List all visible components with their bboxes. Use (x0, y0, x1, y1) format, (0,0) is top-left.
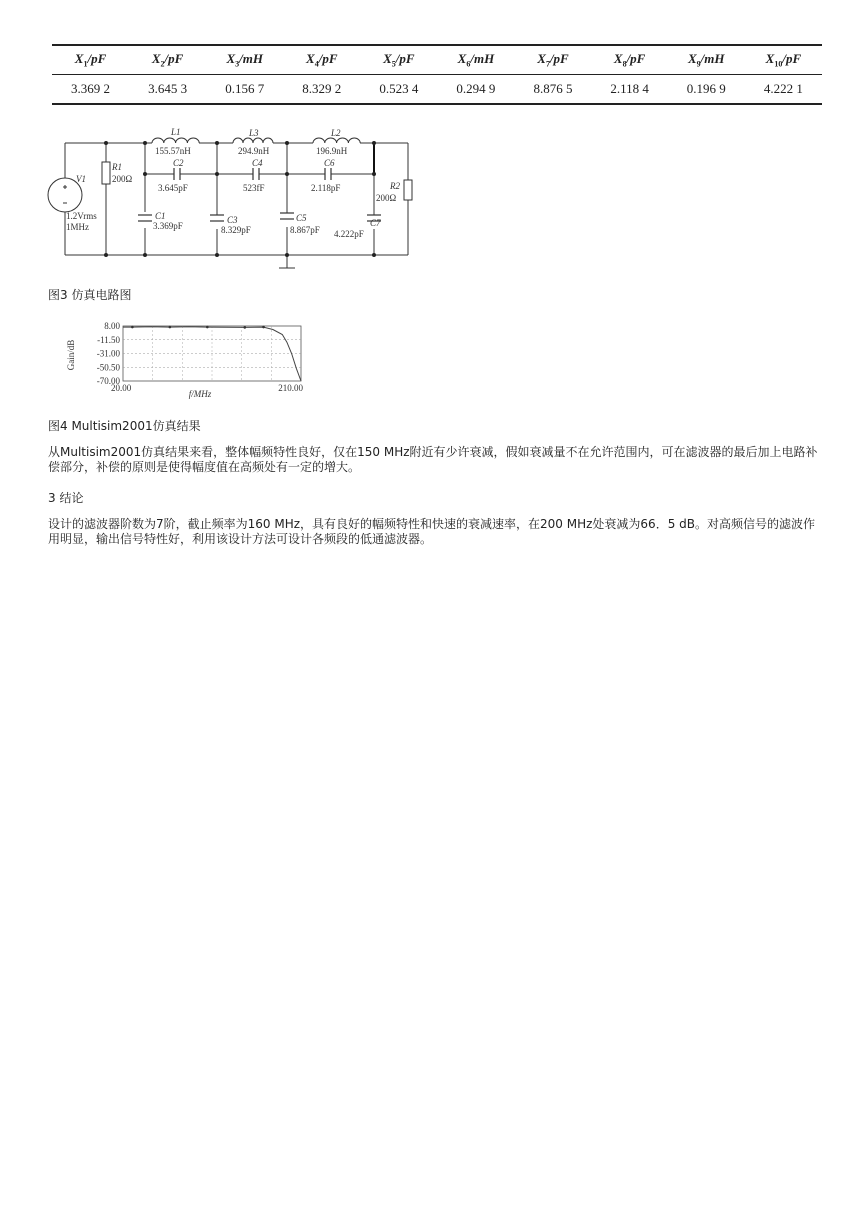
circuit-diagram (44, 122, 416, 274)
capacitor-c2-symbol (174, 168, 180, 180)
y-tick-label: -70.00 (96, 376, 120, 386)
section-heading-conclusion: 3 结论 (48, 491, 84, 505)
resistor-r2-symbol (404, 180, 412, 200)
table-cell: 3.645 3 (148, 81, 188, 96)
data-point (243, 326, 246, 329)
table-cell: 0.196 9 (686, 81, 726, 96)
table-cell: 2.118 4 (610, 81, 649, 96)
header-x5: $X_5/pF$ (383, 51, 415, 69)
label-c1: C1 (155, 211, 166, 221)
label-l2: L2 (331, 128, 341, 138)
table-cell: 8.876 5 (533, 81, 573, 96)
label-c1-value: 3.369pF (153, 221, 183, 231)
y-tick-label: -11.50 (97, 334, 120, 345)
header-x3: $X_3/mH$ (226, 51, 263, 69)
label-v1: V1 (76, 174, 86, 184)
label-c4-value: 523fF (243, 183, 265, 193)
inductor-l1-symbol (152, 138, 199, 143)
y-tick-label: 8.00 (104, 321, 120, 331)
table-cell: 3.369 2 (71, 81, 111, 96)
analysis-paragraph: 从Multisim2001仿真结果来看，整体幅频特性良好，仅在150 MHz附近有少许衰减，假如衰减量不在允许范围内，可在滤波器的最后加上电路补偿部分，补偿的原则是使得幅度值在高频处有一定的增大。 (48, 445, 818, 474)
label-l1-value: 155.57nH (155, 146, 191, 156)
data-point (169, 326, 172, 329)
label-v1-amplitude: 1.2Vrms (66, 211, 97, 221)
label-c6-value: 2.118pF (311, 183, 341, 193)
header-x9: $X_9/mH$ (687, 51, 725, 69)
capacitor-c6-symbol (325, 168, 331, 180)
figure-4-caption: 图4 Multisim2001仿真结果 (48, 419, 201, 433)
table-cell: 8.329 2 (302, 81, 342, 96)
capacitor-c4-symbol (253, 168, 259, 180)
label-c3: C3 (227, 215, 238, 225)
inductor-l3-symbol (233, 138, 273, 143)
chart-xlabel: f/MHz (188, 389, 212, 399)
header-x10: $X_{10}/pF$ (765, 51, 802, 69)
label-r1: R1 (112, 162, 122, 172)
header-x4: $X_4/pF$ (306, 51, 338, 69)
y-tick-label: -31.00 (96, 348, 120, 359)
chart-ylabel: Gain/dB (66, 339, 76, 371)
data-point (262, 326, 265, 329)
label-c7-value: 4.222pF (334, 229, 364, 239)
table-header-row (52, 45, 822, 75)
table-cell: 0.156 7 (225, 81, 265, 96)
header-x6: $X_6/mH$ (457, 51, 495, 69)
label-c5: C5 (296, 213, 307, 223)
table-cell: 4.222 1 (763, 81, 803, 96)
label-c7: C7 (370, 218, 381, 228)
label-c2: C2 (173, 158, 184, 168)
label-v1-frequency: 1MHz (66, 222, 89, 232)
conclusion-paragraph: 设计的滤波器阶数为7阶，截止频率为160 MHz，具有良好的幅频特性和快速的衰减速率，在200 MHz处衰减为66．5 dB。对高频信号的滤波作用明显，输出信号特性好，利用该设计方法可设计各频段的低通滤波器。 (48, 517, 815, 546)
label-c4: C4 (252, 158, 263, 168)
x-tick-label: 210.00 (278, 383, 303, 393)
header-x7: $X_7/pF$ (537, 51, 569, 69)
label-c2-value: 3.645pF (158, 183, 188, 193)
table-cell: 0.523 4 (379, 81, 419, 96)
label-l3-value: 294.9nH (238, 146, 270, 156)
label-r1-value: 200Ω (112, 174, 133, 184)
label-r2: R2 (390, 181, 400, 191)
gain-chart (60, 318, 310, 400)
inductor-l2-symbol (313, 138, 360, 143)
table-row (52, 75, 822, 105)
data-point (206, 326, 209, 329)
header-x1: $X_1/pF$ (74, 51, 107, 69)
capacitor-c5-symbol (280, 213, 294, 219)
figure-3-caption: 图3 仿真电路图 (48, 288, 132, 302)
x-tick-label: 20.00 (111, 383, 132, 393)
label-l3: L3 (249, 128, 259, 138)
resistor-r1-symbol (102, 162, 110, 184)
label-c5-value: 8.867pF (290, 225, 320, 235)
label-l1: L1 (171, 127, 181, 137)
data-point (131, 326, 134, 329)
header-x8: $X_8/pF$ (613, 51, 646, 69)
label-c6: C6 (324, 158, 335, 168)
label-r2-value: 200Ω (376, 193, 397, 203)
y-tick-label: -50.50 (96, 362, 120, 373)
capacitor-c1-symbol (138, 215, 152, 221)
label-l2-value: 196.9nH (316, 146, 348, 156)
table-cell: 0.294 9 (456, 81, 496, 96)
capacitor-c3-symbol (210, 215, 224, 221)
chart-grid (123, 326, 301, 381)
header-x2: $X_2/pF$ (151, 51, 184, 69)
parameter-table (52, 44, 822, 105)
chart-ticks (97, 321, 304, 393)
label-c3-value: 8.329pF (221, 225, 251, 235)
